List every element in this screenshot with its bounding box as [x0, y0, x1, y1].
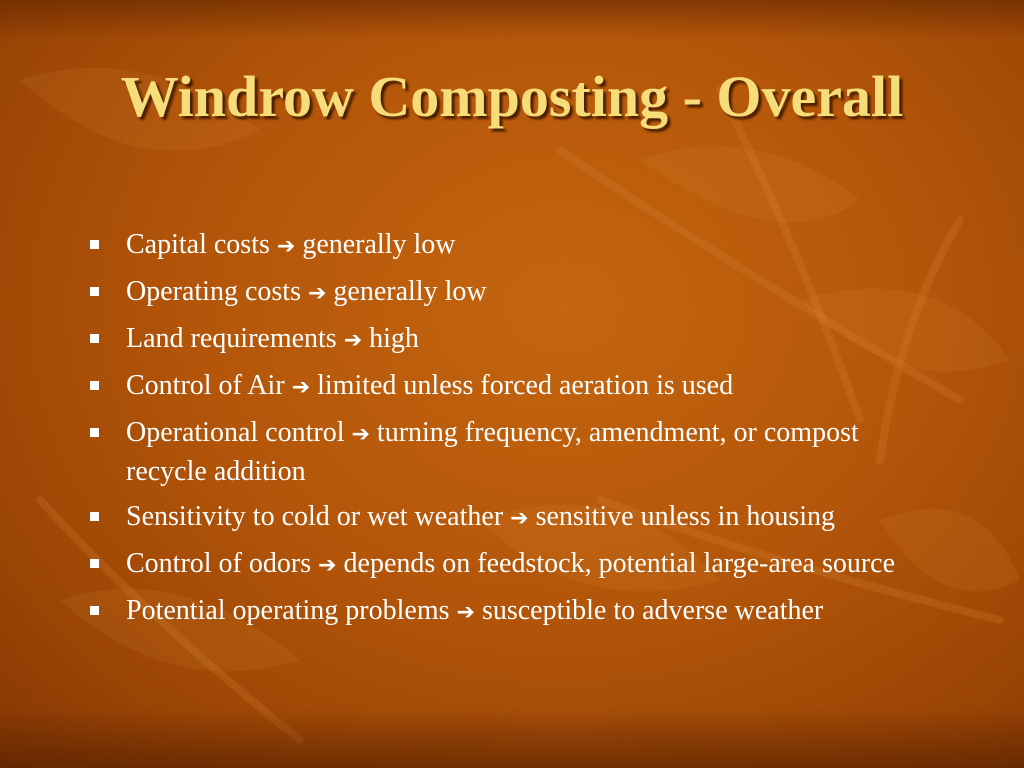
bullet-item — [88, 226, 928, 265]
square-bullet-icon — [90, 606, 99, 615]
right-arrow-icon: ➔ — [456, 600, 475, 625]
square-bullet-icon — [90, 240, 99, 249]
square-bullet-icon — [90, 381, 99, 390]
bullet-label: Operational control — [126, 417, 345, 448]
square-bullet-icon — [90, 334, 99, 343]
bullet-label: Operating costs — [126, 276, 301, 307]
bullet-item — [88, 367, 928, 406]
bullet-value: susceptible to adverse weather — [481, 595, 824, 626]
bullet-item — [88, 414, 928, 490]
bullet-label: Potential operating problems — [126, 595, 450, 626]
right-arrow-icon: ➔ — [351, 422, 370, 447]
bullet-label: Control of Air — [126, 370, 285, 401]
bullet-item — [88, 498, 928, 537]
square-bullet-icon — [90, 428, 99, 437]
bullet-value: high — [369, 323, 419, 354]
bullet-item — [88, 273, 928, 312]
bullet-value: depends on feedstock, potential large-area source — [343, 548, 896, 579]
square-bullet-icon — [90, 512, 99, 521]
square-bullet-icon — [90, 559, 99, 568]
background-bottom-shade — [0, 708, 1024, 768]
bullet-label: Land requirements — [126, 323, 337, 354]
bullet-label: Control of odors — [126, 548, 312, 579]
bullet-value: generally low — [333, 276, 487, 307]
right-arrow-icon: ➔ — [343, 328, 363, 353]
bullet-value: sensitive unless in housing — [535, 501, 836, 532]
right-arrow-icon: ➔ — [318, 553, 337, 578]
bullet-label: Sensitivity to cold or wet weather — [126, 501, 504, 532]
bullet-value: generally low — [302, 229, 456, 260]
bullet-item — [88, 545, 928, 584]
bullet-list — [88, 226, 928, 639]
square-bullet-icon — [90, 287, 99, 296]
right-arrow-icon: ➔ — [291, 375, 311, 400]
right-arrow-icon: ➔ — [276, 234, 296, 259]
bullet-label: Capital costs — [126, 229, 270, 260]
right-arrow-icon: ➔ — [510, 506, 529, 531]
right-arrow-icon: ➔ — [307, 281, 327, 306]
bullet-value: limited unless forced aeration is used — [317, 370, 734, 401]
bullet-item — [88, 592, 928, 631]
bullet-item — [88, 320, 928, 359]
bullet-value: turning frequency, amendment, or compost recycle addition — [126, 417, 859, 487]
slide-title: Windrow Composting - Overall — [120, 64, 904, 129]
